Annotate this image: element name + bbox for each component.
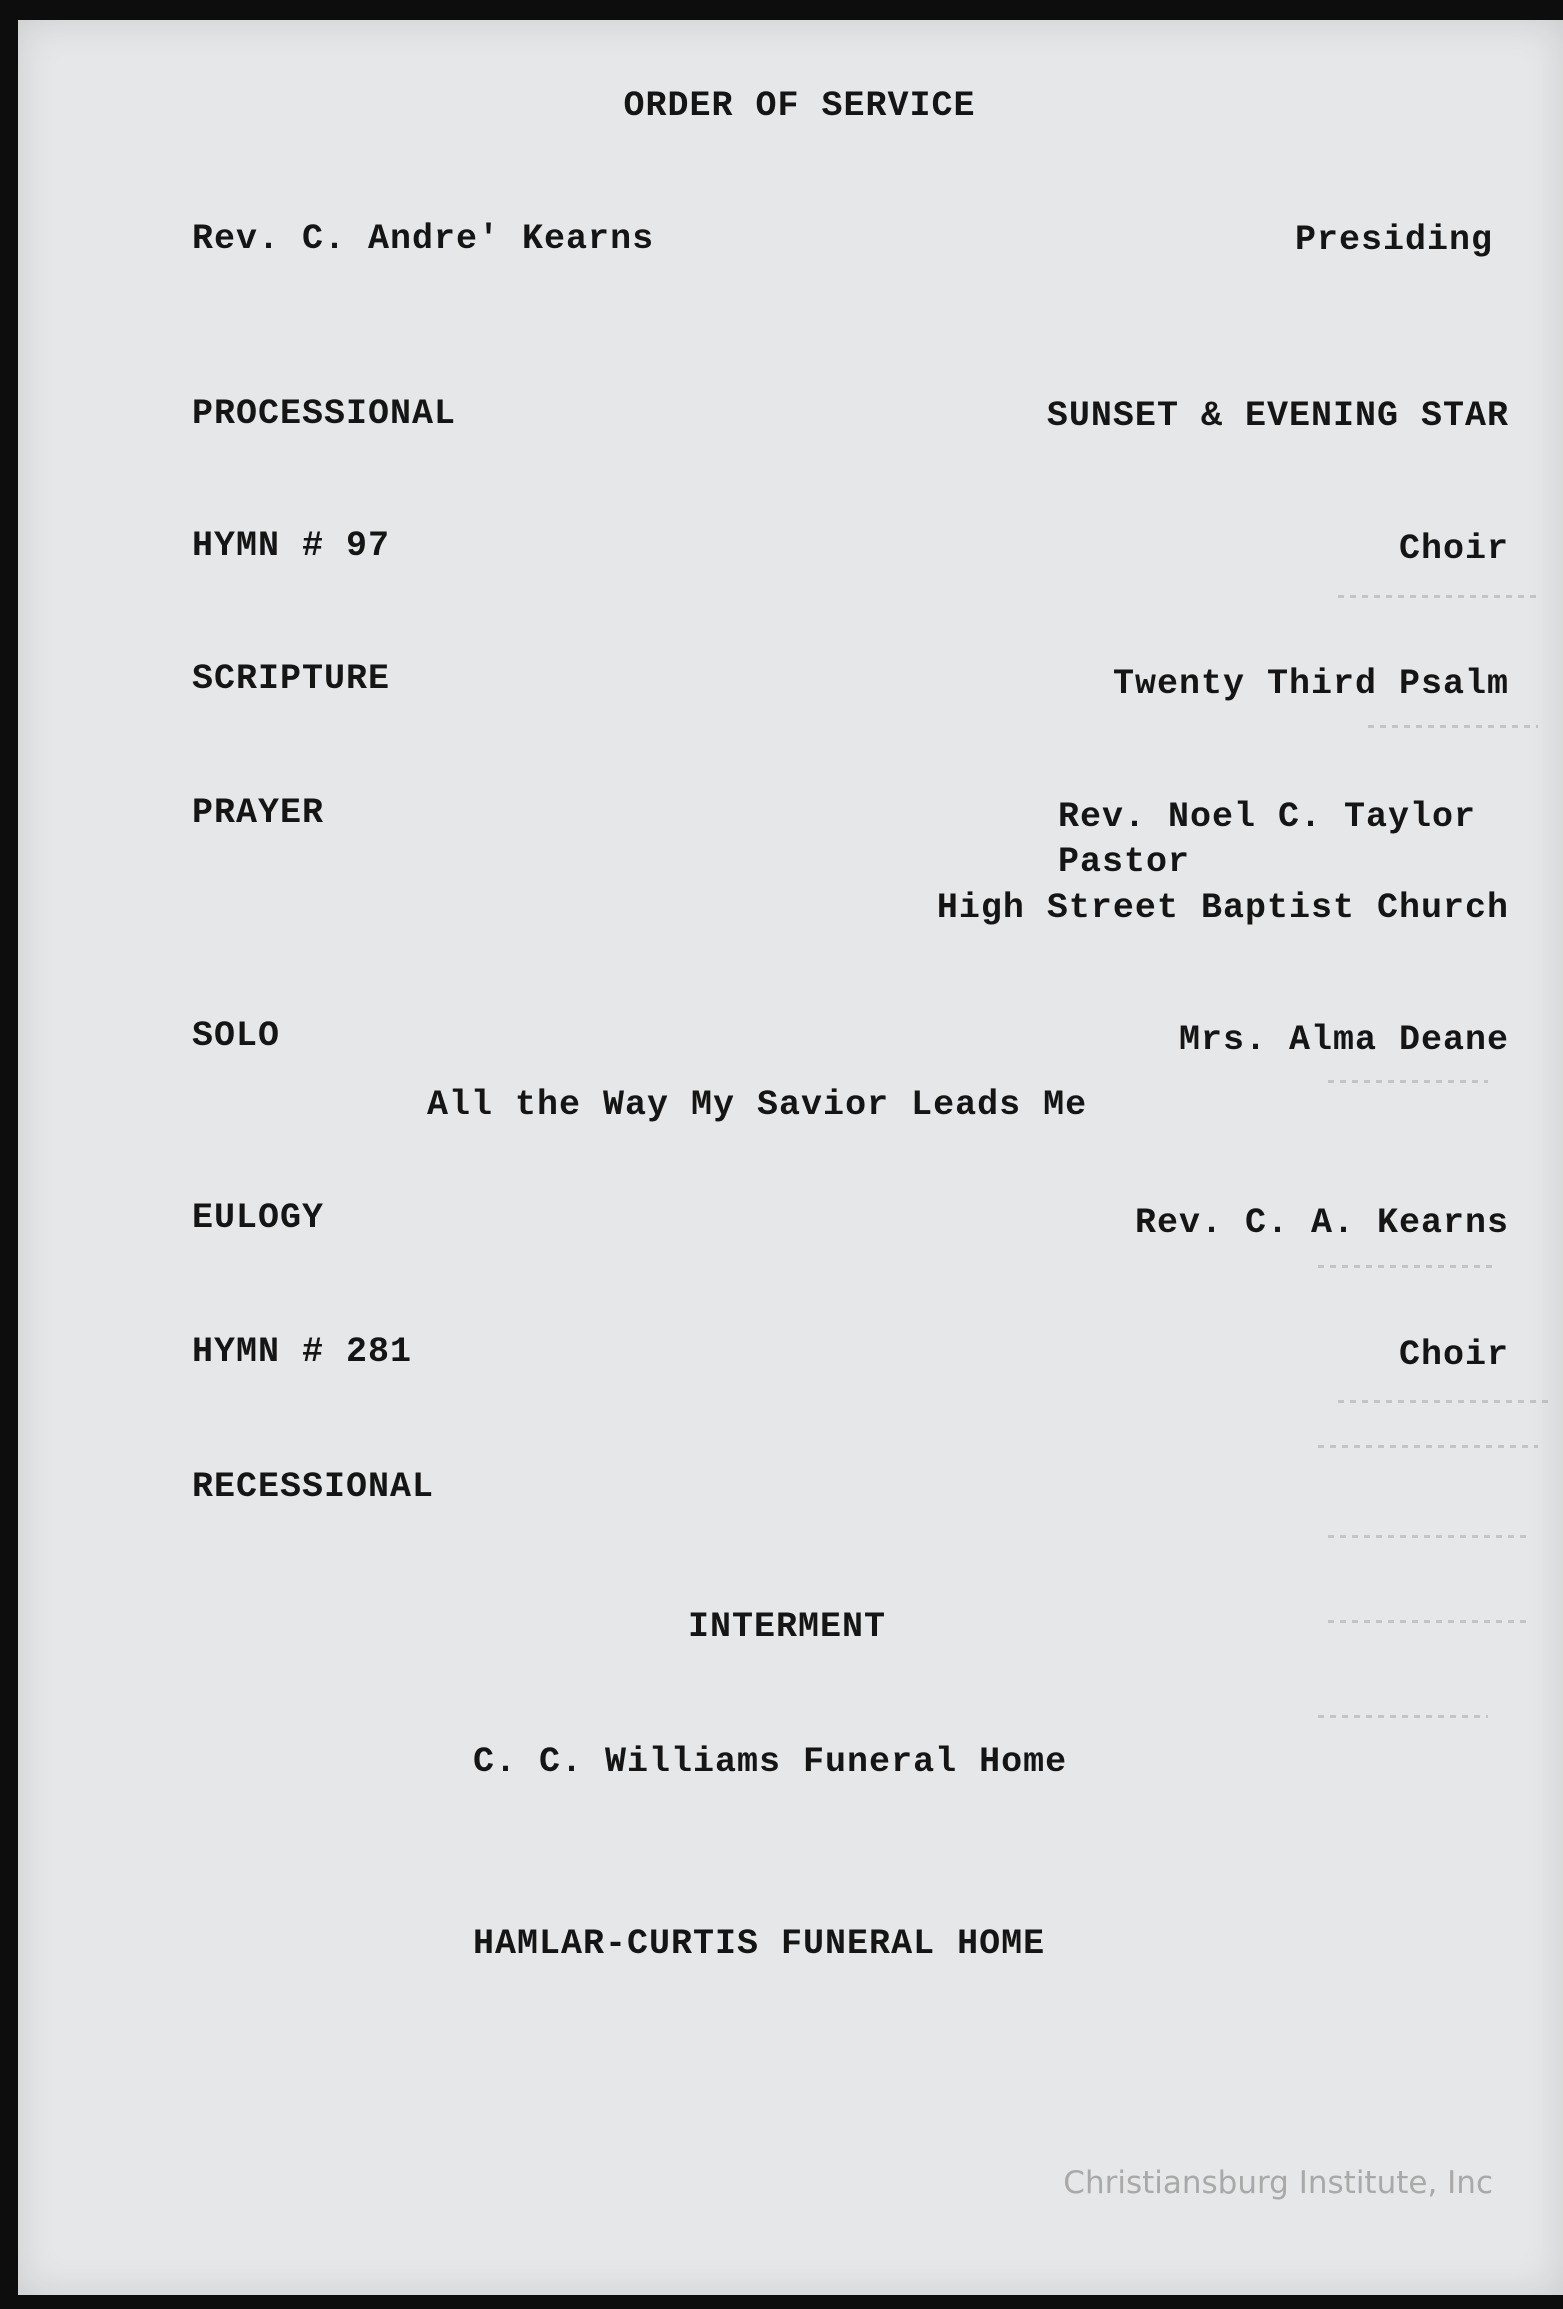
hymn-1-detail: Choir	[1398, 529, 1509, 569]
bleed-through-mark	[1328, 1620, 1528, 1623]
solo-performer: Mrs. Alma Deane	[1178, 1020, 1509, 1060]
processional-label: PROCESSIONAL	[192, 394, 457, 434]
solo-label: SOLO	[192, 1016, 281, 1056]
officiant-name: Rev. C. Andre' Kearns	[192, 219, 655, 259]
solo-song: All the Way My Savior Leads Me	[427, 1085, 1088, 1125]
page-title: ORDER OF SERVICE	[623, 86, 976, 126]
prayer-title: Pastor	[1058, 842, 1191, 882]
bleed-through-mark	[1328, 1535, 1528, 1538]
bleed-through-mark	[1318, 1265, 1498, 1268]
prayer-church: High Street Baptist Church	[936, 888, 1509, 928]
bleed-through-mark	[1368, 725, 1538, 728]
interment-heading: INTERMENT	[688, 1607, 887, 1647]
hymn-1-label: HYMN # 97	[192, 526, 391, 566]
prayer-label: PRAYER	[192, 793, 325, 833]
eulogy-detail: Rev. C. A. Kearns	[1134, 1203, 1509, 1243]
bleed-through-mark	[1318, 1445, 1538, 1448]
prayer-name: Rev. Noel C. Taylor	[1058, 797, 1477, 837]
funeral-home-name: C. C. Williams Funeral Home	[473, 1742, 1068, 1782]
program-page	[18, 20, 1563, 2295]
bleed-through-mark	[1328, 1080, 1488, 1083]
officiant-role: Presiding	[1294, 220, 1493, 260]
bleed-through-mark	[1338, 1400, 1548, 1403]
bleed-through-mark	[1338, 595, 1538, 598]
recessional-label: RECESSIONAL	[192, 1467, 435, 1507]
hymn-2-label: HYMN # 281	[192, 1332, 413, 1372]
processional-detail: SUNSET & EVENING STAR	[1046, 396, 1509, 436]
eulogy-label: EULOGY	[192, 1198, 325, 1238]
scripture-label: SCRIPTURE	[192, 659, 391, 699]
collection-watermark: Christiansburg Institute, Inc	[1063, 2165, 1493, 2201]
scripture-detail: Twenty Third Psalm	[1112, 664, 1509, 704]
hymn-2-detail: Choir	[1398, 1335, 1509, 1375]
bleed-through-mark	[1318, 1715, 1488, 1718]
funeral-home-name-2: HAMLAR-CURTIS FUNERAL HOME	[473, 1924, 1046, 1964]
